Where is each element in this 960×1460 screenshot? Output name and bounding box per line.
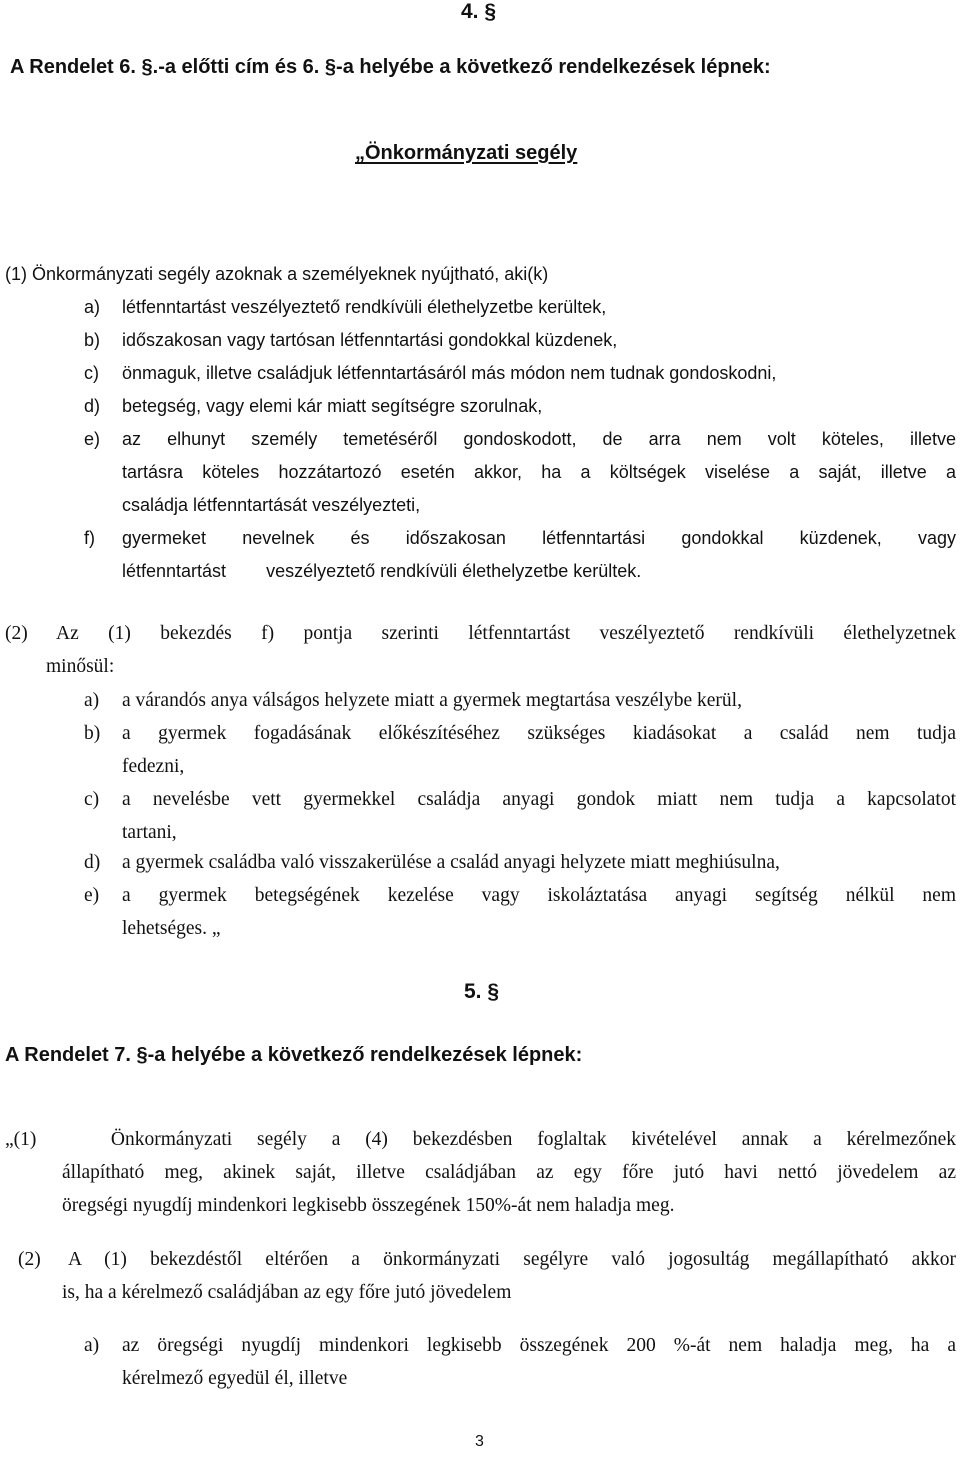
item-text: időszakosan vagy tartósan létfenntartási gondokkal küzdenek, <box>122 330 618 350</box>
section-5-paragraph-1: öregségi nyugdíj mindenkori legkisebb összegének 150%-át nem haladja meg. <box>62 1195 675 1216</box>
item-label: c) <box>84 789 100 810</box>
item-text: a várandós anya válságos helyzete miatt a gyermek megtartása veszélybe kerül, <box>122 690 742 711</box>
paragraph-2-lead: minősül: <box>46 656 115 677</box>
section-5-paragraph-1: „(1) Önkormányzati segély a (4) bekezdésben foglaltak kivételével annak a kérelmezőnek <box>5 1129 956 1150</box>
section-4-number: 4. § <box>461 0 497 23</box>
item-label: b) <box>84 723 101 744</box>
item-label: f) <box>84 528 95 548</box>
item-text: önmaguk, illetve családjuk létfenntartásáról más módon nem tudnak gondoskodni, <box>122 363 777 383</box>
item-label: a) <box>84 1335 100 1356</box>
item-label: d) <box>84 396 101 416</box>
section-4-intro: A Rendelet 6. §.-a előtti cím és 6. §-a helyébe a következő rendelkezések lépnek: <box>10 56 771 78</box>
paragraph-1-lead: (1) Önkormányzati segély azoknak a személyeknek nyújtható, aki(k) <box>5 264 549 284</box>
item-text: a gyermek fogadásának előkészítéséhez szükséges kiadásokat a család nem tudja <box>122 723 956 744</box>
section-5-intro: A Rendelet 7. §-a helyébe a következő rendelkezések lépnek: <box>5 1044 583 1066</box>
item-text: az öregségi nyugdíj mindenkori legkisebb összegének 200 %-át nem haladja meg, ha a <box>122 1335 956 1356</box>
item-label: d) <box>84 852 101 873</box>
item-text: kérelmező egyedül él, illetve <box>122 1368 348 1389</box>
page-number: 3 <box>475 1433 484 1450</box>
item-label: e) <box>84 885 100 906</box>
item-label: e) <box>84 429 101 449</box>
item-text: betegség, vagy elemi kár miatt segítségre szorulnak, <box>122 396 543 416</box>
section-5-paragraph-2: A (1) bekezdéstől eltérően a önkormányzati segélyre való jogosultág megállapítható akkor <box>68 1249 956 1270</box>
item-text: létfenntartást veszélyeztető rendkívüli élethelyzetbe kerültek. <box>122 561 642 581</box>
item-text: lehetséges. „ <box>122 918 221 939</box>
section-5-paragraph-1: állapítható meg, akinek saját, illetve családjában az egy főre jutó havi nettó jövedelem az <box>62 1162 956 1183</box>
section-4-title: „Önkormányzati segély <box>355 142 578 164</box>
item-text: a gyermek családba való visszakerülése a család anyagi helyzete miatt meghiúsulna, <box>122 852 780 873</box>
item-text: a nevelésbe vett gyermekkel családja anyagi gondok miatt nem tudja a kapcsolatot <box>122 789 956 810</box>
item-text: az elhunyt személy temetéséről gondoskodott, de arra nem volt köteles, illetve <box>122 429 956 449</box>
item-text: családja létfenntartását veszélyezteti, <box>122 495 421 515</box>
item-text: létfenntartást veszélyeztető rendkívüli élethelyzetbe kerültek, <box>122 297 607 317</box>
section-5-paragraph-2: is, ha a kérelmező családjában az egy főre jutó jövedelem <box>62 1282 512 1303</box>
item-label: b) <box>84 330 101 350</box>
item-text: a gyermek betegségének kezelése vagy iskoláztatása anyagi segítség nélkül nem <box>122 885 956 906</box>
item-label: a) <box>84 297 101 317</box>
item-label: a) <box>84 690 100 711</box>
section-5-number: 5. § <box>464 980 500 1003</box>
section-5-paragraph-2-label: (2) <box>18 1249 41 1270</box>
item-text: tartani, <box>122 822 177 843</box>
item-label: c) <box>84 363 99 383</box>
item-text: gyermeket nevelnek és időszakosan létfenntartási gondokkal küzdenek, vagy <box>122 528 956 548</box>
paragraph-2-lead: (2) Az (1) bekezdés f) pontja szerinti létfenntartást veszélyeztető rendkívüli élethelyzetnek <box>5 623 956 644</box>
item-text: tartásra köteles hozzátartozó esetén akkor, ha a költségek viselése a saját, illetve a <box>122 462 956 482</box>
item-text: fedezni, <box>122 756 185 777</box>
